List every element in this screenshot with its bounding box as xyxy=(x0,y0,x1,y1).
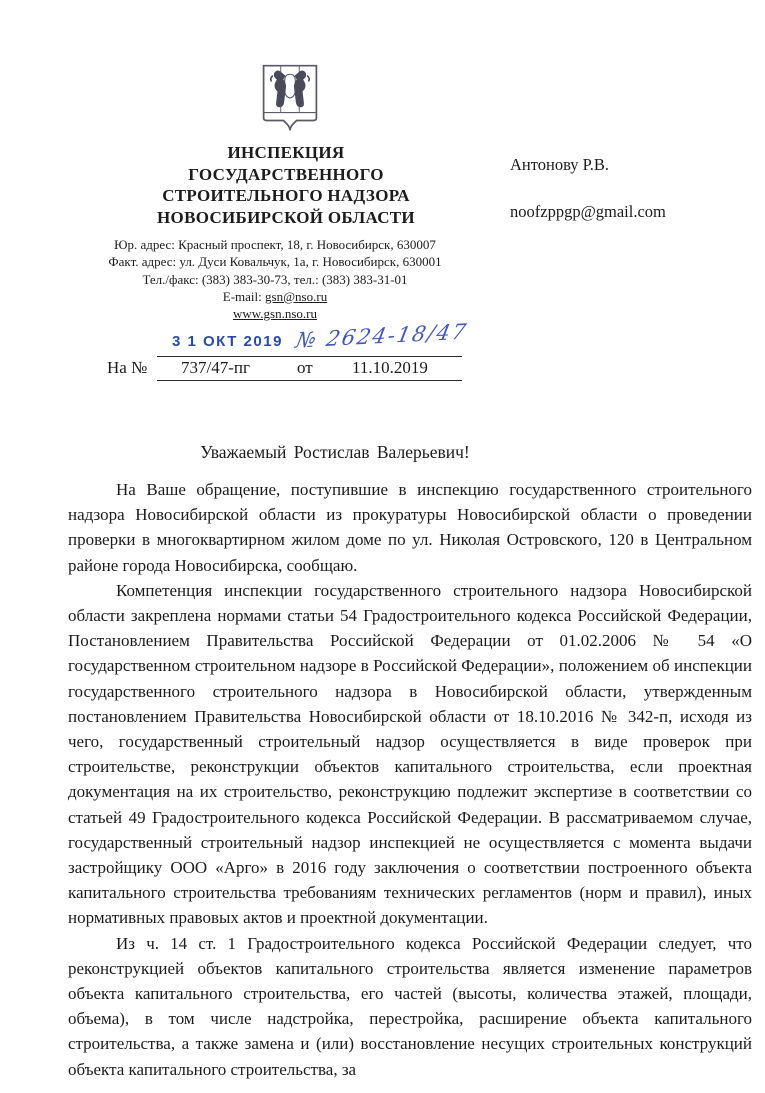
contact-block xyxy=(55,236,495,322)
reference-underline xyxy=(157,380,462,381)
org-website-link[interactable]: www.gsn.nso.ru xyxy=(232,306,318,322)
novosibirsk-region-coat-of-arms-icon xyxy=(257,62,323,138)
incoming-date-stamp: 3 1 ОКТ 2019 xyxy=(172,333,283,350)
email-label: E-mail: xyxy=(222,288,266,304)
handwritten-registration-number: № 2624-18/47 xyxy=(293,319,470,353)
body-paragraph: На Ваше обращение, поступившие в инспекцию государственного строительного надзора Новосибирской области из прокуратуры Новосибирской области о проведении проверки в многоквартирном жилом доме по ул. Николая Островского, 120 в Центральном районе города Новосибирска, сообщаю. xyxy=(68,480,752,575)
body-paragraph: Из ч. 14 ст. 1 Градостроительного кодекса Российской Федерации следует, что реконструкцией объектов капитального строительства является изменение параметров объекта капитального строительства, его частей (высоты, количества этажей, площади, объема), в том числе надстройка, перестройка, расширение объекта капитального строительства, а также замена и (или) восстановление несущих строительных конструкций объекта капитального строительства, за xyxy=(68,933,752,1079)
org-name-line: ИНСПЕКЦИЯ xyxy=(227,143,345,162)
organization-name xyxy=(83,142,489,228)
org-name-line: ГОСУДАРСТВЕННОГО xyxy=(188,164,384,184)
reply-to-label: На № xyxy=(107,358,148,377)
stamp-underline xyxy=(157,356,462,357)
incoming-reference-date: 11.10.2019 xyxy=(352,358,428,377)
salutation: Уважаемый Ростислав Валерьевич! xyxy=(200,442,470,462)
from-label: от xyxy=(297,358,313,377)
org-name-line: СТРОИТЕЛЬНОГО НАДЗОРА xyxy=(162,186,410,205)
recipient-name: Антонову Р.В. xyxy=(510,155,610,174)
email-line xyxy=(55,288,495,305)
letter-body xyxy=(68,477,752,1082)
incoming-reference-number: 737/47-пг xyxy=(181,358,250,377)
legal-address: Юр. адрес: Красный проспект, 18, г. Новосибирск, 630007 xyxy=(114,237,436,252)
org-name-line: НОВОСИБИРСКОЙ ОБЛАСТИ xyxy=(157,207,415,227)
website-line xyxy=(55,305,495,322)
recipient-block xyxy=(510,155,666,222)
org-email-link[interactable]: gsn@nso.ru xyxy=(265,288,328,304)
recipient-email: noofzppgp@gmail.com xyxy=(510,202,666,221)
actual-address: Факт. адрес: ул. Дуси Ковальчук, 1а, г. Новосибирск, 630001 xyxy=(108,254,442,270)
body-paragraph: Компетенция инспекции государственного строительного надзора Новосибирской области закреплена нормами статьи 54 Градостроительного кодекса Российской Федерации, Постановлением Правительства Российской Федерации от 01.02.2006 № 54 «О государственном строительном надзоре в Российской Федерации», положением об инспекции государственного строительного надзора в Новосибирской области, утвержденным постановлением Правительства Новосибирской области от 18.10.2016 № 342-п, исходя из чего, государственный строительный надзор осуществляется в виде проверок при строительстве, реконструкции объектов капитального строительства, если проектная документация на их строительство, реконструкцию подлежит экспертизе в соответствии со статьей 49 Градостроительного кодекса Российской Федерации. В рассматриваемом случае, государственный строительный надзор инспекцией не осуществляется с момента выдачи застройщику ООО «Арго» в 2016 году заключения о соответствии построенного объекта капитального строительства требованиям технических регламентов (норм и правил), иных нормативных правовых актов и проектной документации. xyxy=(68,580,752,928)
phone-fax: Тел./факс: (383) 383-30-73, тел.: (383) 383-31-01 xyxy=(142,271,408,287)
